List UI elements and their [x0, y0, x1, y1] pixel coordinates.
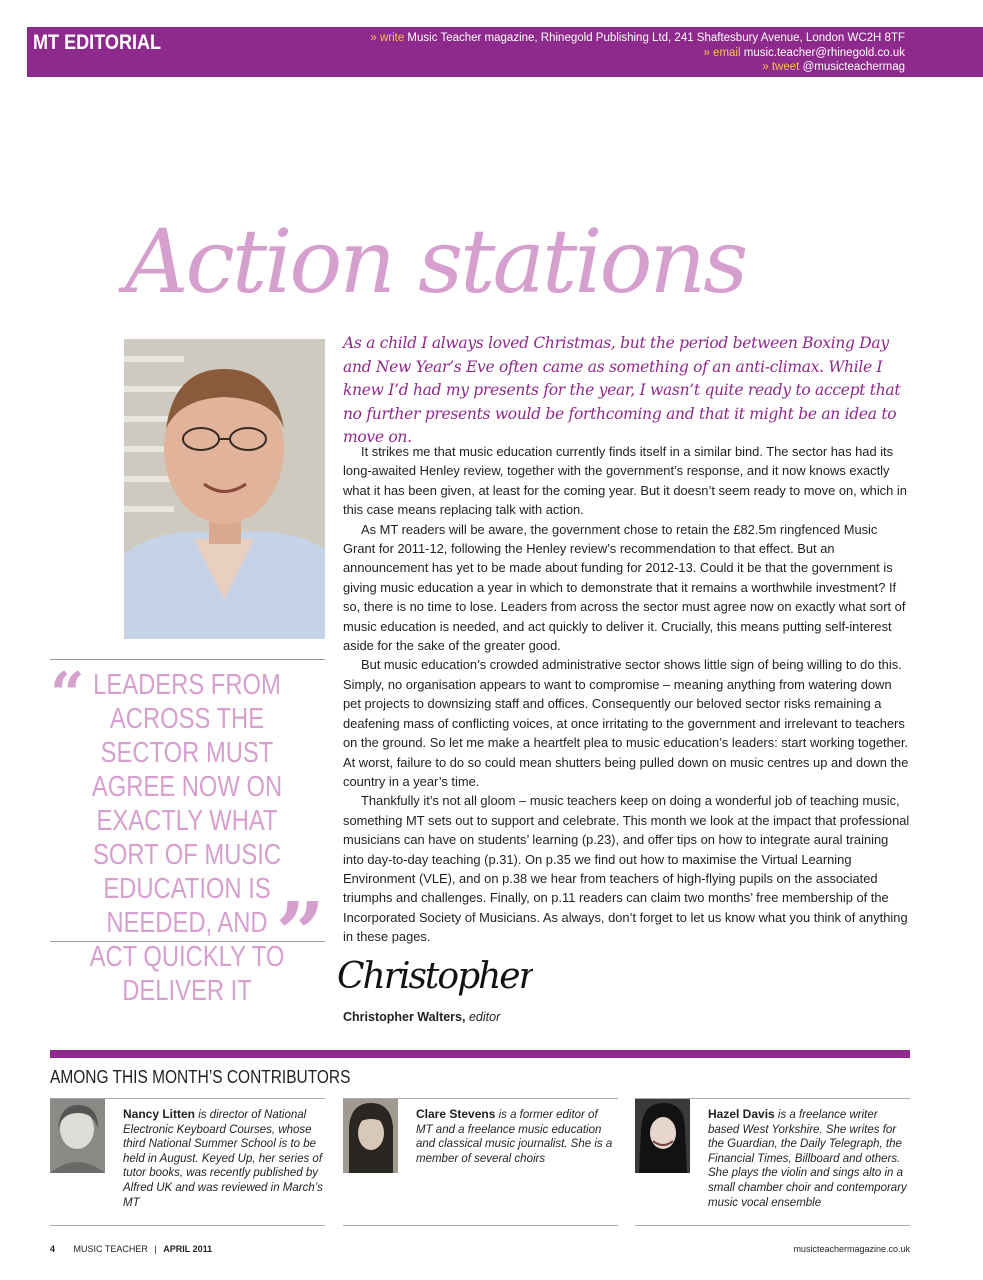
contact-email: [370, 46, 905, 61]
article-body: [343, 442, 911, 947]
contributor-card: [50, 1098, 325, 1226]
contact-block: [370, 31, 905, 75]
contact-tweet: [370, 60, 905, 75]
contact-key: email: [713, 46, 741, 59]
editor-photo: [124, 339, 325, 639]
standfirst: As a child I always loved Christmas, but the period between Boxing Day and New Year’s Eve often came as something of an anti-climax. While I knew I’d had my presents for the year, I wasn’t quite ready to accept that no further presents would be forthcoming and that it might be an idea to move on.: [343, 334, 901, 446]
folio-separator: |: [154, 1244, 157, 1254]
contributor-description: is a freelance writer based West Yorkshire. She writes for the Guardian, the Daily Telegraph, the Financial Times, Billboard and others. She plays the violin and sings alto in a small chamber choir and contemporary music vocal ensemble: [708, 1109, 907, 1209]
section-divider: [50, 1050, 910, 1058]
contact-value: Music Teacher magazine, Rhinegold Publishing Ltd, 241 Shaftesbury Avenue, London WC2H 8TF: [407, 32, 905, 44]
pull-quote-text: LEADERS FROM ACROSS THE SECTOR MUST AGREE NOW ON EXACTLY WHAT SORT OF MUSIC EDUCATION IS NEEDED, AND ACT QUICKLY TO DELIVER IT: [89, 669, 285, 1007]
contributor-description: is director of National Electronic Keyboard Courses, whose third National Summer School is to be held in August. Keyed Up, her series of tutor books, was recently published by Alfred UK and was reviewed in March’s MT: [123, 1109, 323, 1209]
arrow-icon: »: [370, 32, 377, 44]
close-quote-icon: ”: [275, 884, 325, 985]
footer-website[interactable]: musicteachermagazine.co.uk: [793, 1244, 910, 1254]
contributor-name: Hazel Davis: [708, 1107, 775, 1121]
contact-write: [370, 31, 905, 46]
avatar: [50, 1099, 105, 1173]
contributor-name: Nancy Litten: [123, 1107, 196, 1121]
contributor-card: [635, 1098, 910, 1226]
open-quote-icon: “: [50, 660, 85, 730]
paragraph: Thankfully it’s not all gloom – music teachers keep on doing a wonderful job of teaching music, something MT sets out to support and celebrate. This month we look at the impact that professional musicians can have on students’ learning (p.23), and offer tips on how to integrate aural training into day-to-day teaching (p.31). On p.35 we find out how to maximise the Virtual Learning Environment (VLE), and on p.38 we hear from teachers of high-flying pupils on the associated triumphs and challenges. Finally, on p.11 readers can claim two months’ free membership of the Incorporated Society of Musicians. As always, don’t forget to let us know what you think of anything in these pages.: [343, 793, 910, 945]
avatar: [343, 1099, 398, 1173]
contributor-name: Clare Stevens: [416, 1107, 496, 1121]
contributor-card: [343, 1098, 618, 1226]
issue-date: APRIL 2011: [163, 1244, 213, 1254]
contributor-bio: [123, 1107, 323, 1210]
paragraph: But music education’s crowded administrative sector shows little sign of being willing to do this. Simply, no organisation appears to want to compromise – meaning anything from watering down pet projects to downsizing staff and offices. Consequently our beloved sector risks remaining a deafening mass of conflicting voices, at once irritating to the government and irrelevant to teachers on the ground. So let me make a heartfelt plea to music education’s leaders: start working together. At worst, failure to do so could mean shutters being pulled down on music centres up and down the country in a year’s time.: [343, 657, 909, 789]
arrow-icon: »: [762, 61, 769, 73]
paragraph: It strikes me that music education currently finds itself in a similar bind. The sector has had its long-awaited Henley review, together with the government’s response, and it now knows exactly what it has been given, at least for the coming year. But it doesn’t seem ready to move on, which in this case means replacing talk with action.: [343, 444, 907, 518]
signature: [333, 948, 533, 1006]
signature-text: Christopher: [337, 956, 533, 997]
page-number: 4: [50, 1244, 56, 1254]
arrow-icon: »: [703, 46, 710, 59]
contact-key: write: [379, 32, 405, 44]
avatar: [635, 1099, 690, 1173]
contributor-bio: [416, 1107, 616, 1166]
pull-quote: [50, 659, 325, 1007]
article-headline: Action stations: [125, 210, 746, 313]
contact-key: tweet: [771, 61, 800, 73]
author-role: editor: [468, 1010, 501, 1024]
author-name: Christopher Walters,: [343, 1010, 466, 1024]
paragraph: As MT readers will be aware, the government chose to retain the £82.5m ringfenced Music Grant for 2011-12, following the Henley review’s recommendation to that effect. But an announcement has yet to be made about funding for 2012-13. Could it be that the government is giving music education a year in which to demonstrate that it remains a worthwhile investment? If so, there is no time to lose. Leaders from across the sector must agree now on exactly what sort of music education is needed, and act quickly to deliver it. Crucially, this means putting self-interest aside for the sake of the greater good.: [343, 521, 906, 654]
contributor-bio: [708, 1107, 908, 1210]
magazine-name: MUSIC TEACHER: [73, 1244, 148, 1254]
email-link[interactable]: music.teacher@rhinegold.co.uk: [743, 46, 905, 59]
header-bar: [27, 27, 983, 77]
section-label: MT EDITORIAL: [33, 31, 162, 54]
byline: [343, 1010, 500, 1024]
twitter-link[interactable]: @musicteachermag: [802, 61, 905, 73]
contributors-title: AMONG THIS MONTH’S CONTRIBUTORS: [50, 1067, 351, 1087]
footer-folio: [50, 1244, 212, 1254]
contributor-description: is a former editor of MT and a freelance music education and classical music journalist. She is a member of several choirs: [416, 1109, 613, 1165]
